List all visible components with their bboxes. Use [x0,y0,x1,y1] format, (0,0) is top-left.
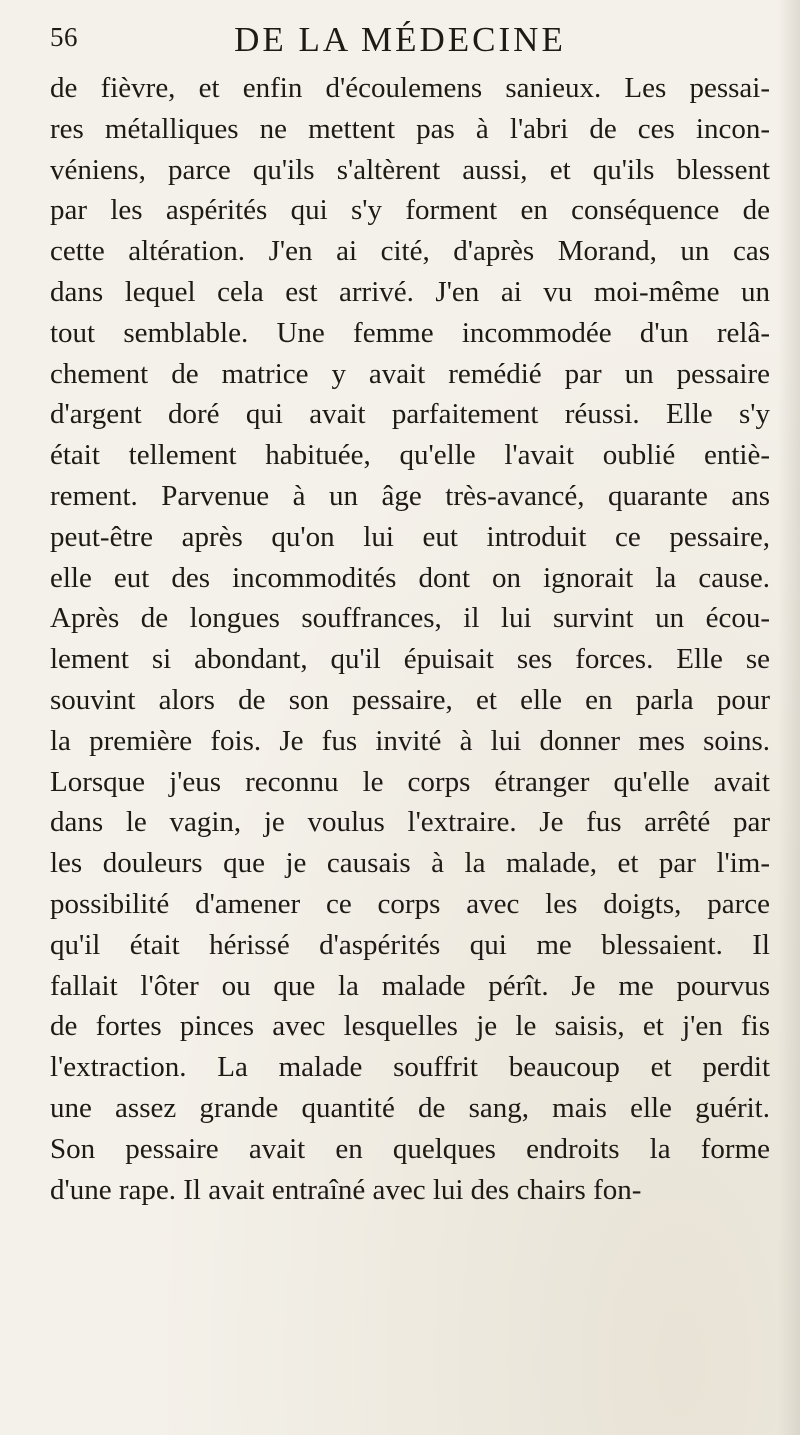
body-text [50,68,770,1210]
text-line: possibilité d'amener ce corps avec les doigts, parce [50,887,770,920]
text-line: Son pessaire avait en quelques endroits la forme [50,1132,770,1165]
text-line: res métalliques ne mettent pas à l'abri de ces incon- [50,112,770,145]
text-line: fallait l'ôter ou que la malade pérît. Je me pourvus [50,969,770,1002]
page-edge-shadow [778,0,800,1435]
page-header [50,20,750,70]
text-line: de fièvre, et enfin d'écoulemens sanieux. Les pessai- [50,72,770,104]
text-line: peut-être après qu'on lui eut introduit ce pessaire, [50,520,770,553]
text-line: les douleurs que je causais à la malade, et par l'im- [50,847,770,880]
text-line: l'extraction. La malade souffrit beaucoup et perdit [50,1051,770,1084]
text-line: la première fois. Je fus invité à lui donner mes soins. [50,724,770,757]
text-line: était tellement habituée, qu'elle l'avait oublié entiè- [50,439,770,472]
page-number: 56 [50,22,78,52]
text-line: Lorsque j'eus reconnu le corps étranger qu'elle avait [50,765,770,798]
text-line: rement. Parvenue à un âge très-avancé, quarante ans [50,479,770,512]
text-line: qu'il était hérissé d'aspérités qui me blessaient. Il [50,928,770,961]
text-line: lement si abondant, qu'il épuisait ses forces. Elle se [50,643,770,676]
text-line: une assez grande quantité de sang, mais elle guérit. [50,1091,770,1124]
text-line: cette altération. J'en ai cité, d'après Morand, un cas [50,235,770,268]
text-line: dans le vagin, je voulus l'extraire. Je fus arrêté par [50,806,770,839]
text-line: d'argent doré qui avait parfaitement réussi. Elle s'y [50,398,770,431]
text-line: d'une rape. Il avait entraîné avec lui des chairs fon- [50,1173,642,1206]
text-line: véniens, parce qu'ils s'altèrent aussi, et qu'ils blessent [50,153,770,186]
text-line: par les aspérités qui s'y forment en conséquence de [50,194,770,227]
text-line: elle eut des incommodités dont on ignorait la cause. [50,561,770,594]
text-line: chement de matrice y avait remédié par un pessaire [50,357,770,390]
text-line: souvint alors de son pessaire, et elle en parla pour [50,683,770,716]
text-line: dans lequel cela est arrivé. J'en ai vu moi-même un [50,275,770,308]
text-line: Après de longues souffrances, il lui survint un écou- [50,602,770,635]
text-line: tout semblable. Une femme incommodée d'un relâ- [50,316,770,349]
running-head: DE LA MÉDECINE [234,20,566,59]
text-line: de fortes pinces avec lesquelles je le saisis, et j'en fis [50,1010,770,1043]
